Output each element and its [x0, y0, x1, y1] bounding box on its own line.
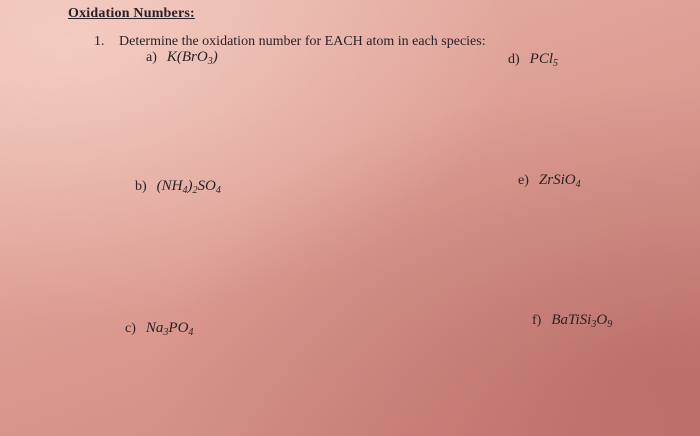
species-label-b: b) — [135, 179, 147, 194]
species-item-a — [146, 49, 218, 66]
species-formula-a: K(BrO$_3$) — [166, 49, 218, 67]
worksheet-heading: Oxidation Numbers: — [68, 6, 195, 21]
question-number: 1. — [94, 34, 105, 49]
species-item-b — [135, 178, 221, 195]
species-label-a: a) — [146, 50, 157, 65]
species-item-e — [518, 172, 581, 189]
species-formula-d: PCl$_5$ — [529, 51, 559, 69]
species-label-f: f) — [532, 313, 542, 328]
species-label-d: d) — [508, 52, 520, 67]
species-formula-f: $BaTiSi_3O_9$ — [551, 312, 613, 330]
species-formula-e: ZrSiO$_4$ — [538, 172, 581, 190]
question-prompt: Determine the oxidation number for EACH atom in each species: — [119, 34, 486, 49]
species-item-c — [125, 320, 193, 337]
species-label-e: e) — [518, 173, 529, 188]
species-item-d — [508, 51, 558, 68]
species-formula-b: $(NH_4)_2SO_4$ — [156, 178, 221, 196]
species-item-f — [532, 312, 612, 329]
species-label-c: c) — [125, 321, 136, 336]
species-formula-c: $Na_3PO_4$ — [145, 320, 194, 338]
